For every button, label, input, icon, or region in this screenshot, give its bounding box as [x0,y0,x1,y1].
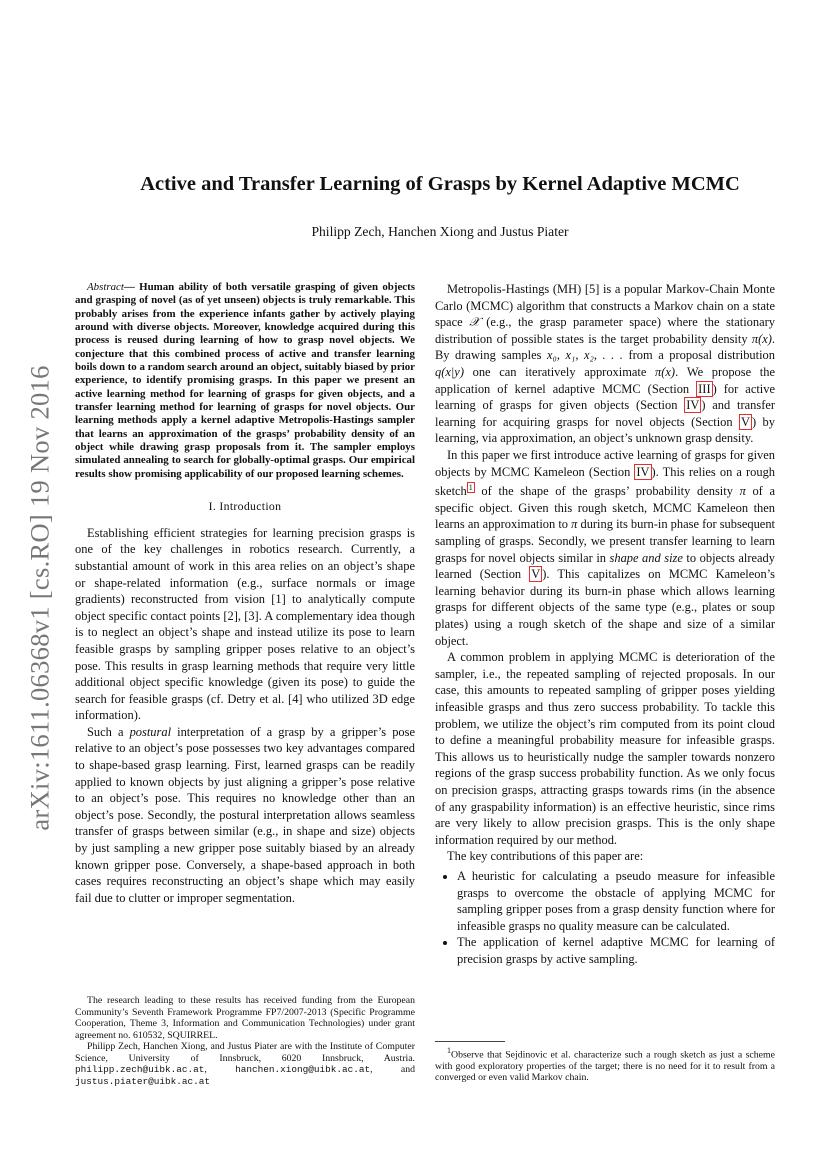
section-heading-introduction: I. Introduction [208,499,282,514]
right-column [435,281,775,967]
text-span: to objects already learned (Section [435,550,775,582]
right-paragraph-4: The key contributions of this paper are: [447,849,644,864]
email-zech[interactable]: philipp.zech@uibk.ac.at [75,1064,205,1075]
paper-title: Active and Transfer Learning of Grasps by Kernel Adaptive MCMC [140,173,740,195]
math-samples: x₀, x₁, x₂, . . . [546,348,623,363]
footnote-body: Observe that Sejdinovic et al. characterize such a rough sketch as just a scheme with good exploratory properties of the target; there is no need for it to result from a converged or even valid Markov chain. [435,1049,775,1084]
text-span: Such a [87,724,130,739]
math-target-density: π(x) [751,331,772,346]
email-xiong[interactable]: hanchen.xiong@uibk.ac.at [235,1064,371,1075]
email-separator: , [204,1064,236,1075]
text-span: from a proposal distribution [622,348,775,363]
emphasis-shape-size: shape and size [609,550,683,565]
math-state-space: 𝒳 [469,315,480,330]
right-paragraph-1 [435,281,775,447]
section-ref-V[interactable]: V [531,567,541,582]
math-pi: π [739,484,746,499]
abstract-text: — Human ability of both versatile grasping of given objects and grasping of novel (as of yet unseen) objects is truly remarkable. This probably arises from the experience infants gather by actively playing around with diverse objects. Moreover, knowledge acquired during this process is reused during learning of how to grasp novel objects. We conjecture that this combined process of active and transfer learning boils down to a random search around an object, suitably biased by prior experience, to identify promising grasps. In this paper we present an active learning method for learning of grasps for given objects, and a transfer learning method for learning of grasps for novel objects. Our learning methods apply a kernel adaptive Metropolis-Hastings sampler that learns an approximation of the grasps’ probability density of an object while drawing grasp proposals from it. The sampler employs simulated annealing to search for globally-optimal grasps. Our empirical results show promising applicability of our proposed learning schemes. [75,281,415,480]
text-span: of a specific object. Given this rough sketch, MCMC Kameleon then learns an approximation to [435,484,775,532]
abstract [75,281,415,481]
section-ref-IV[interactable]: IV [686,398,700,413]
footnote-1-text [435,1045,775,1084]
text-span: ). This capitalizes on MCMC Kameleon’s learning behavior during its burn-in phase which allows learning grasps for different objects of the same type (e.g., plates or soup plates) using a rough sketch of the shape and size of a similar object. [435,567,775,648]
text-span: In this paper we first introduce active learning of grasps for given objects by MCMC Kameleon (Section [435,447,775,479]
left-column [75,281,415,906]
footnote-mark: 1 [447,1046,451,1055]
footnote-ref-1[interactable]: 1 [468,483,473,493]
text-span: . By drawing samples [435,331,775,363]
section-ref-V[interactable]: V [741,414,750,429]
text-span: Metropolis-Hastings (MH) [5] is a popular Markov-Chain Monte Carlo (MCMC) algorithm that constructs a Markov chain on a state space [435,282,775,330]
affiliation-text: Philipp Zech, Hanchen Xiong, and Justus Piater are with the Institute of Computer Science, University of Innsbruck, 6020 Innsbruck, Austria. [75,1041,415,1064]
text-span: one can iteratively approximate [463,364,656,379]
paper-authors: Philipp Zech, Hanchen Xiong and Justus Piater [311,224,569,239]
text-span: (e.g., the grasp parameter space) where the stationary distribution of possible states is the target probability density [435,315,775,346]
math-proposal: q(x|y) [435,364,464,379]
list-item: • A heuristic for calculating a pseudo measure for infeasible grasps to overcome the obstacle of applying MCMC for sampling gripper poses from a grasp density function where for infeasible grasps no quality measure can be calculated. [457,868,775,934]
funding-note: The research leading to these results has received funding from the European Community’s Seventh Framework Programme FP7/2007-2013 (Specific Programme Cooperation, Theme 3, Information and Communication Technologies) under grant agreement no. 610532, SQUIRREL. [75,995,415,1041]
arxiv-identifier: arXiv:1611.06368v1 [cs.RO] 19 Nov 2016 [24,365,55,831]
section-ref-III[interactable]: III [698,381,711,396]
footnote-divider [435,1041,505,1042]
text-span: ) and transfer learning for acquiring grasps for novel objects (Section [435,398,775,429]
footnote-funding [75,995,415,1087]
text-span: . We propose the application of kernel adaptive MCMC (Section [435,364,775,396]
text-span: interpretation of a grasp by a gripper’s pose relative to an object’s pose possesses two key advantages compared to shape-based grasp learning. First, learned grasps can be readily applied to known objects by just aligning a gripper’s pose relative to an object’s pose. This requires no knowledge other than an object’s pose. Secondly, the postural interpretation allows seamless transfer of grasps between similar (e.g., in shape and size) objects by just sampling a new gripper pose suitably biased by an already known gripper pose. Conversely, a shape-based approach in both cases requires reconstructing an object’s shape which may easily fail due to clutter or improper segmentation. [75,724,415,905]
list-item: • The application of kernel adaptive MCMC for learning of precision grasps by active sampling. [457,934,775,967]
contributions-list [435,868,775,968]
email-piater[interactable]: justus.piater@uibk.ac.at [75,1075,211,1087]
intro-paragraph-2 [75,724,415,907]
emphasis-postural: postural [129,724,172,739]
affiliation-note [75,1041,415,1087]
right-paragraph-2 [435,447,775,649]
right-paragraph-3: A common problem in applying MCMC is deterioration of the sampler, i.e., the repeated sampling of rejected proposals. In our case, this amounts to repeated sampling of gripper poses yielding infeasible grasps and thus zero success probability. To tackle this problem, we utilize the object’s rim computed from its point cloud to define a meaningful probability measure for infeasible grasps. This allows us to heuristically nudge the sampler towards nonzero regions of the grasp success probability function. As we only focus on precision grasps, attracting grasps towards rims (in the absence of any graspability information) is an effective heuristic, since rims are very likely to allow precision grasps. This is the only shape information required by our method. [435,650,775,847]
text-span: of the shape of the grasps’ probability density [474,484,740,499]
text-span: ) for active learning of grasps for given objects (Section [435,381,775,413]
email-separator: , and [370,1064,415,1075]
math-pi: π [571,517,578,532]
section-ref-IV[interactable]: IV [636,464,650,479]
math-target-density: π(x) [655,364,676,379]
text-span: during its burn-in phase for subsequent sampling of grasps. Secondly, we present transfer learning to learn grasps for novel objects similar in [435,517,775,565]
text-span: ). This relies on a rough sketch [435,464,776,499]
intro-paragraph-1: Establishing efficient strategies for learning precision grasps is one of the key challenges in robotics research. Currently, a substantial amount of work in this area relies on an object’s shape or shape-related information (e.g., surface normals or image gradients) reconstructed from vision [1] to analytically compute object specific contact points [2], [3]. A complementary idea though is to neglect an object’s shape and instead utilize its pose to learn feasible grasps by sampling gripper poses relative to an object’s pose. This results in grasp learning methods that require very little additional object specific knowledge (given its pose) to guide the search for feasible grasps (cf. Detry et al. [4] who utilized 3D edge information). [75,525,415,723]
footnote-1 [435,1045,775,1084]
text-span: ) by learning, via approximation, an object’s unknown grasp density. [435,414,775,446]
abstract-label: Abstract [87,281,124,293]
arxiv-sidebar [18,356,62,840]
